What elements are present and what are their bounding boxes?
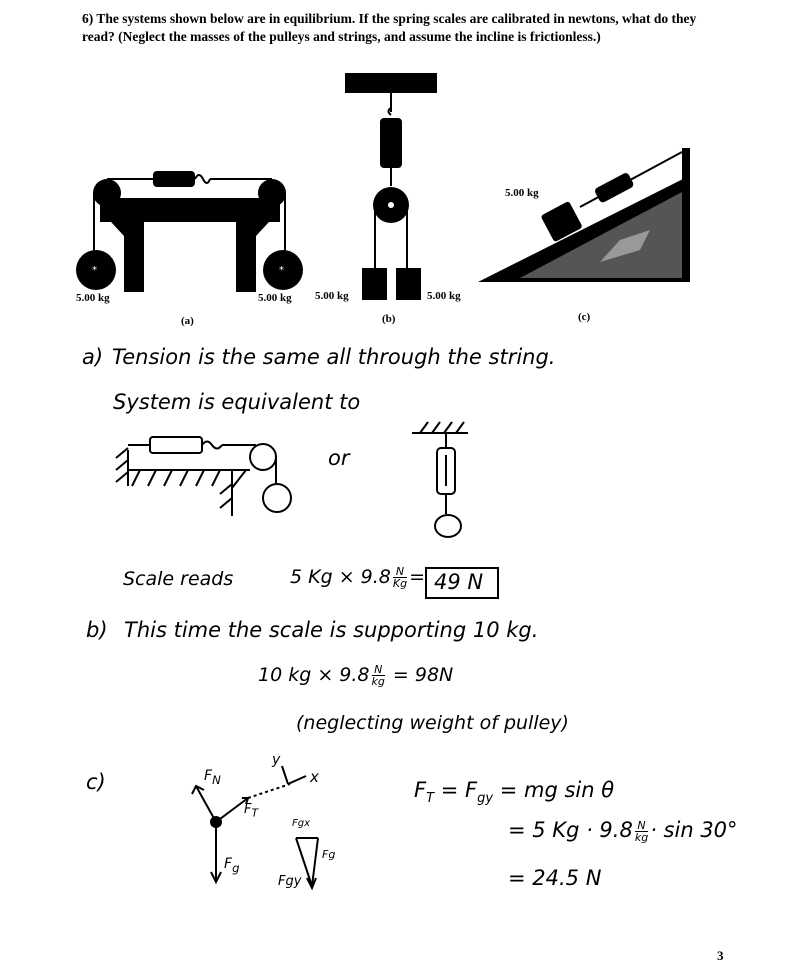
- figure-c-mass: 5.00 kg: [505, 187, 539, 199]
- solution-a-or: or: [328, 446, 350, 470]
- fbd-fgx-label: Fgx: [292, 818, 311, 829]
- solution-a-answer: 49 N: [434, 570, 484, 594]
- fbd-tension-label: $F_T$: [244, 802, 259, 820]
- figure-c-drawing: [478, 148, 690, 282]
- fbd-y-axis-label: y: [272, 752, 281, 768]
- solution-c-marker: c): [86, 770, 106, 794]
- figure-a-label: (a): [181, 315, 194, 327]
- figure-a-drawing: [76, 171, 303, 292]
- svg-text:*: *: [279, 265, 284, 276]
- figure-a-mass-right: 5.00 kg: [258, 292, 292, 304]
- solution-a-marker: a): [82, 345, 104, 369]
- solution-a-scale-reads: Scale reads: [123, 568, 234, 590]
- problem-text: The systems shown below are in equilibrium. If the spring scales are calibrated in newtons, what do they read? (Neglect the masses of the pulleys and strings, and assume the incline is frictionless.): [82, 11, 697, 44]
- svg-text:*: *: [92, 265, 97, 276]
- equivalent-system-sketch: [116, 422, 468, 537]
- figure-a-mass-left: 5.00 kg: [76, 292, 110, 304]
- solution-a-line1: Tension is the same all through the string.: [112, 345, 556, 369]
- fbd-gravity-label: $F_g$: [224, 856, 240, 875]
- page-number: 3: [717, 948, 724, 963]
- solution-a-calc: 5 Kg × 9.8 $\frac{N}{Kg}$ =: [290, 565, 425, 590]
- figure-b-mass-left: 5.00 kg: [315, 290, 349, 302]
- fbd-fg2-label: Fg: [322, 848, 336, 861]
- figure-b-drawing: [345, 73, 437, 300]
- fbd-normal-label: $F_N$: [204, 768, 221, 787]
- problem-number: 6): [82, 11, 94, 26]
- solution-b-line1: This time the scale is supporting 10 kg.: [124, 618, 539, 642]
- figure-b-mass-right: 5.00 kg: [427, 290, 461, 302]
- solution-c-eq3: = 24.5 N: [508, 866, 602, 890]
- solution-b-note: (neglecting weight of pulley): [296, 712, 569, 734]
- figure-c-label: (c): [578, 311, 591, 323]
- solution-a-line2: System is equivalent to: [113, 390, 361, 414]
- solution-b-calc: 10 kg × 9.8 $\frac{N}{kg}$ = 98N: [258, 663, 454, 688]
- figure-b-label: (b): [382, 313, 396, 325]
- solution-b-marker: b): [86, 618, 108, 642]
- fbd-x-axis-label: x: [310, 768, 319, 786]
- solution-c-eq2: = 5 Kg · 9.8 $\frac{N}{kg}$ · sin 30°: [508, 818, 738, 844]
- fbd-fgy-label: Fgy: [278, 874, 302, 889]
- solution-c-eq1: $F_T = F_{gy}$ = mg sin θ: [414, 778, 615, 807]
